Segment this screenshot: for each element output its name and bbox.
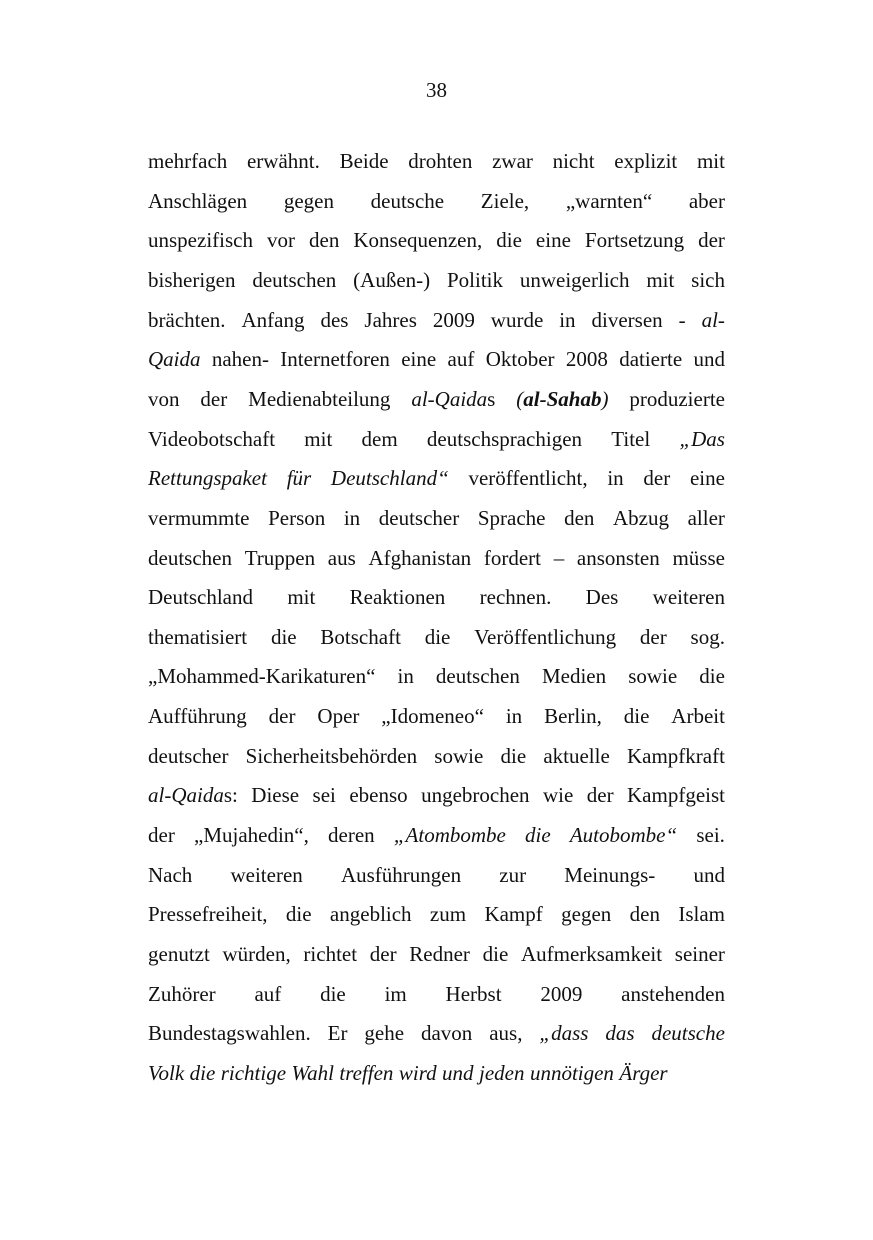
word: im xyxy=(384,981,407,1006)
word: Person xyxy=(268,505,326,530)
word: deutschen xyxy=(435,664,520,689)
word: Sprache xyxy=(477,505,546,530)
word: des xyxy=(320,307,349,332)
word: die xyxy=(623,704,650,729)
word: die xyxy=(320,981,346,1006)
word: deren xyxy=(328,823,375,848)
word: müsse xyxy=(672,545,725,570)
word: (Außen-) xyxy=(353,267,431,292)
word: Medienabteilung xyxy=(248,386,391,411)
word: Qaida xyxy=(148,347,201,372)
word: mehrfach xyxy=(148,149,228,173)
word: bisherigen xyxy=(148,267,236,292)
word: in xyxy=(505,704,523,729)
word: die xyxy=(699,664,725,689)
text-line xyxy=(148,1059,725,1087)
word: vermummte xyxy=(148,505,250,530)
word: eine xyxy=(401,347,437,372)
word: sei xyxy=(312,783,336,808)
word: wie xyxy=(542,783,574,808)
text-line xyxy=(148,425,725,453)
word: sog. xyxy=(690,624,725,649)
word: Jahres xyxy=(364,307,417,332)
word: wurde xyxy=(490,307,544,332)
word: „Atombombe xyxy=(393,823,506,848)
word: gegen xyxy=(283,188,334,213)
word: Abzug xyxy=(613,505,669,530)
word: richtet xyxy=(303,942,358,966)
word: al- xyxy=(701,307,725,332)
word: die xyxy=(525,823,551,848)
word: Reaktionen xyxy=(349,585,446,610)
word: ungebrochen xyxy=(421,783,530,808)
word: davon xyxy=(420,1021,473,1046)
word: Wahl xyxy=(291,1060,334,1085)
word: mit xyxy=(287,585,316,610)
word: würden, xyxy=(222,942,291,966)
word: ebenso xyxy=(349,783,408,808)
word: auf xyxy=(254,981,282,1006)
word: diversen xyxy=(591,307,663,332)
text-line xyxy=(148,1019,725,1047)
text-line xyxy=(148,900,725,928)
word: von xyxy=(148,386,180,411)
word: rechnen. xyxy=(479,585,552,610)
word: der xyxy=(586,783,614,808)
word: brächten. xyxy=(148,307,226,332)
word: Ärger xyxy=(619,1060,668,1085)
word: deutsche xyxy=(651,1021,725,1046)
word: in xyxy=(343,505,361,530)
word: dem xyxy=(361,426,398,451)
word: Titel xyxy=(611,426,651,451)
word: weiteren xyxy=(230,862,303,887)
word: auf xyxy=(447,347,475,372)
text-line xyxy=(148,861,725,889)
word: gegen xyxy=(561,902,612,927)
word: sowie xyxy=(628,664,678,689)
word: die xyxy=(496,228,522,253)
word: nicht xyxy=(552,149,595,173)
word: den xyxy=(629,902,660,927)
word: veröffentlicht, xyxy=(468,466,588,491)
word: deutschen xyxy=(252,267,337,292)
word: Meinungs- xyxy=(564,862,656,887)
word: der xyxy=(369,942,397,966)
word: Autobombe“ xyxy=(569,823,678,848)
word: Fortsetzung xyxy=(584,228,685,253)
word: aber xyxy=(688,188,725,213)
word: „Idomeneo“ xyxy=(381,704,484,729)
word: – xyxy=(553,545,565,570)
word: die xyxy=(270,624,297,649)
text-line xyxy=(148,226,725,254)
word: sowie xyxy=(434,743,484,768)
text-line xyxy=(148,742,725,770)
word: mit xyxy=(696,149,725,173)
word: die xyxy=(482,942,509,966)
word: wird xyxy=(398,1060,437,1085)
word: 2009 xyxy=(432,307,475,332)
word: Diese xyxy=(251,783,300,808)
word: aktuelle xyxy=(543,743,610,768)
word: die xyxy=(189,1060,216,1085)
word: Volk xyxy=(148,1060,185,1085)
word: deutscher xyxy=(148,743,229,768)
word: - xyxy=(678,307,686,332)
word: für xyxy=(286,466,312,491)
word: Ausführungen xyxy=(340,862,462,887)
word: al-Qaidas xyxy=(411,386,496,411)
word: Aufmerksamkeit xyxy=(520,942,663,966)
word: Kampf xyxy=(484,902,543,927)
word: die xyxy=(285,902,312,927)
word: der xyxy=(639,624,667,649)
word: Deutschland xyxy=(148,585,253,610)
word: Herbst xyxy=(445,981,502,1006)
word: thematisiert xyxy=(148,624,248,649)
word: die xyxy=(424,624,451,649)
word: und xyxy=(693,862,725,887)
word: drohten xyxy=(408,149,473,173)
text-line xyxy=(148,266,725,294)
word: Oper xyxy=(317,704,360,729)
word: Berlin, xyxy=(544,704,602,729)
word: Oktober xyxy=(485,347,555,372)
word: Arbeit xyxy=(671,704,725,729)
word: „warnten“ xyxy=(565,188,653,213)
word: Afghanistan xyxy=(368,545,472,570)
word: und xyxy=(442,1060,474,1085)
word: Sicherheitsbehörden xyxy=(245,743,418,768)
page-number: 38 xyxy=(426,78,447,102)
word: „Das xyxy=(679,426,725,451)
word: Anfang xyxy=(241,307,305,332)
word: explizit xyxy=(614,149,678,173)
word: zur xyxy=(499,862,527,887)
word: anstehenden xyxy=(621,981,725,1006)
word: Redner xyxy=(409,942,470,966)
word: gehe xyxy=(364,1021,405,1046)
text-line xyxy=(148,504,725,532)
word: Internetforen xyxy=(280,347,390,372)
word: produzierte xyxy=(629,386,725,411)
text-line xyxy=(148,345,725,373)
word: „Mohammed-Karikaturen“ xyxy=(148,664,376,689)
word: 2009 xyxy=(540,981,583,1006)
word: der xyxy=(148,823,175,848)
word: aus, xyxy=(489,1021,523,1046)
word: fordert xyxy=(483,545,541,570)
word: sich xyxy=(691,267,725,292)
word: Zuhörer xyxy=(148,981,216,1006)
word: der xyxy=(268,704,296,729)
word: treffen xyxy=(339,1060,394,1085)
word: Deutschland“ xyxy=(330,466,449,491)
word: den xyxy=(309,228,340,253)
word: Rettungspaket xyxy=(148,466,267,491)
word: Islam xyxy=(678,902,725,927)
word: und xyxy=(693,347,725,372)
word: seiner xyxy=(674,942,725,966)
word: Politik xyxy=(446,267,503,292)
word: eine xyxy=(689,466,725,491)
word: Ziele, xyxy=(480,188,530,213)
word: al-Qaidas: xyxy=(148,783,238,808)
word: mit xyxy=(304,426,333,451)
word: nahen- xyxy=(211,347,269,372)
text-line xyxy=(148,385,725,413)
word: deutschsprachigen xyxy=(426,426,583,451)
word: der xyxy=(643,466,671,491)
word: ansonsten xyxy=(576,545,660,570)
word: Truppen xyxy=(244,545,316,570)
word: aller xyxy=(687,505,725,530)
text-line xyxy=(148,821,725,849)
word: der xyxy=(698,228,725,253)
word: (al-Sahab) xyxy=(516,386,609,411)
word: Pressefreiheit, xyxy=(148,902,268,927)
word: Er xyxy=(327,1021,348,1046)
word: Kampfkraft xyxy=(626,743,725,768)
word: zwar xyxy=(492,149,533,173)
word: aus xyxy=(327,545,356,570)
word: unspezifisch xyxy=(148,228,253,253)
text-line xyxy=(148,980,725,1008)
word: Videobotschaft xyxy=(148,426,276,451)
word: die xyxy=(500,743,527,768)
word: deutschen xyxy=(148,545,232,570)
text-line xyxy=(148,940,725,968)
word: unweigerlich xyxy=(519,267,630,292)
word: sei. xyxy=(696,823,725,848)
text-line xyxy=(148,306,725,334)
word: das xyxy=(605,1021,635,1046)
word: Anschlägen xyxy=(148,188,248,213)
word: Aufführung xyxy=(148,704,247,729)
word: Botschaft xyxy=(320,624,401,649)
word: Veröffentlichung xyxy=(474,624,617,649)
word: richtige xyxy=(220,1060,287,1085)
word: 2008 xyxy=(565,347,608,372)
word: mit xyxy=(646,267,675,292)
text-line xyxy=(148,781,725,809)
text-line xyxy=(148,187,725,215)
word: in xyxy=(397,664,414,689)
word: unnötigen xyxy=(529,1060,614,1085)
text-line xyxy=(148,544,725,572)
word: in xyxy=(607,466,624,491)
word: „dass xyxy=(539,1021,589,1046)
word: Nach xyxy=(148,862,193,887)
text-line xyxy=(148,464,725,492)
word: vor xyxy=(267,228,295,253)
word: in xyxy=(559,307,576,332)
text-line xyxy=(148,583,725,611)
word: der xyxy=(200,386,228,411)
text-line xyxy=(148,147,725,175)
word: Beide xyxy=(339,149,389,173)
word: deutsche xyxy=(370,188,445,213)
word: datierte xyxy=(619,347,683,372)
word: Des xyxy=(585,585,619,610)
word: Kampfgeist xyxy=(627,783,725,808)
word: „Mujahedin“, xyxy=(194,823,309,848)
text-line xyxy=(148,662,725,690)
word: weiteren xyxy=(652,585,725,610)
word: erwähnt. xyxy=(246,149,320,173)
word: genutzt xyxy=(148,942,210,966)
word: Bundestagswahlen. xyxy=(148,1021,311,1046)
word: deutscher xyxy=(378,505,460,530)
word: zum xyxy=(429,902,467,927)
word: Medien xyxy=(541,664,607,689)
word: angeblich xyxy=(329,902,412,927)
text-line xyxy=(148,623,725,651)
word: jeden xyxy=(479,1060,525,1085)
word: eine xyxy=(535,228,571,253)
word: Konsequenzen, xyxy=(353,228,483,253)
text-line xyxy=(148,702,725,730)
word: den xyxy=(564,505,595,530)
